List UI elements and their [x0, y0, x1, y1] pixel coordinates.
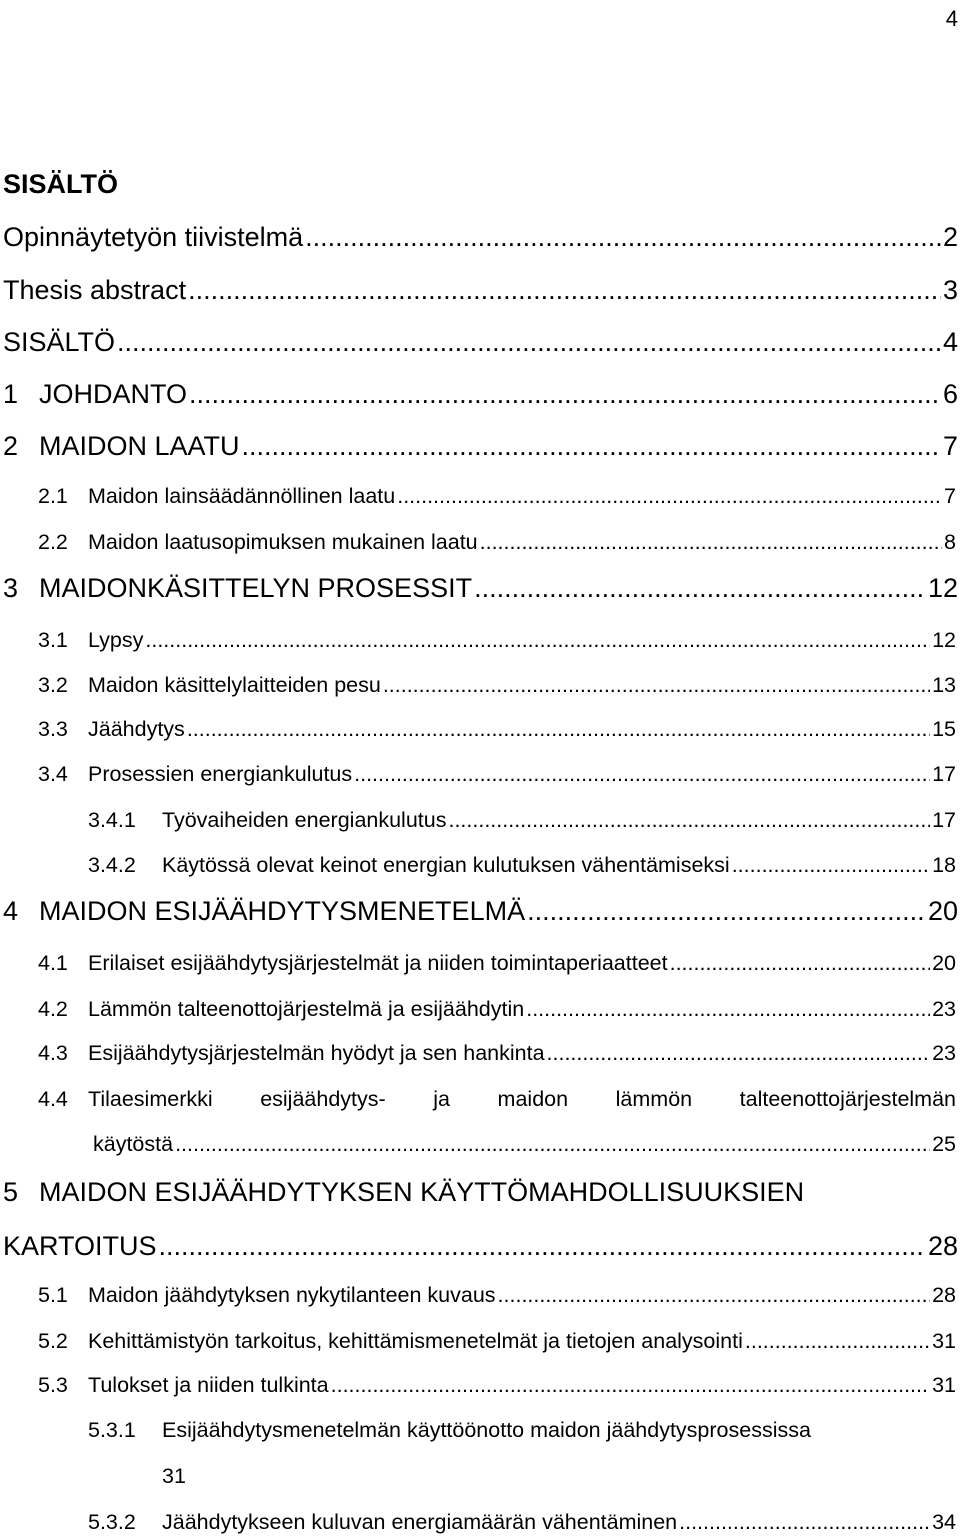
toc-entry-page: 7 [944, 484, 956, 508]
toc-entry-number: 5.3.1 [88, 1418, 136, 1442]
toc-entry-title: Opinnäytetyön tiivistelmä [3, 222, 304, 252]
toc-heading: SISÄLTÖ [3, 169, 119, 199]
toc-entry[interactable] [38, 628, 956, 653]
toc-entry-number: 2.1 [38, 484, 68, 508]
toc-entry-page: 12 [932, 628, 956, 652]
leader-dots [383, 673, 930, 698]
toc-entry-title: MAIDON ESIJÄÄHDYTYKSEN KÄYTTÖMAHDOLLISUUKSIEN [39, 1177, 805, 1207]
toc-entry[interactable] [38, 762, 956, 787]
toc-entry[interactable] [88, 808, 956, 833]
toc-entry-page: 6 [942, 379, 958, 409]
toc-entry[interactable] [38, 530, 956, 555]
toc-entry-number: 2.2 [38, 530, 68, 554]
toc-entry-title: Esijäähdytysjärjestelmän hyödyt ja sen hankinta [88, 1041, 545, 1065]
toc-entry[interactable] [3, 431, 958, 462]
toc-entry[interactable] [38, 1087, 956, 1112]
toc-entry-title-cont: KARTOITUS [3, 1231, 157, 1261]
toc-entry-page: 7 [942, 431, 958, 461]
leader-dots [670, 951, 930, 976]
toc-entry-title: Maidon lainsäädännöllinen laatu [88, 484, 396, 508]
toc-entry[interactable] [3, 573, 958, 604]
toc-entry[interactable] [38, 673, 956, 698]
toc-entry-page: 31 [932, 1373, 956, 1397]
toc-entry-number: 3.3 [38, 717, 68, 741]
toc-entry-number: 4.2 [38, 997, 68, 1021]
toc-entry-page: 23 [932, 1041, 956, 1065]
toc-entry-page: 13 [932, 673, 956, 697]
toc-entry-number: 3.1 [38, 628, 68, 652]
toc-entry-number: 4.4 [38, 1087, 68, 1111]
toc-entry-title: Maidon laatusopimuksen mukainen laatu [88, 530, 478, 554]
leader-dots [448, 808, 930, 833]
leader-dots [145, 628, 930, 653]
toc-entry[interactable] [3, 379, 958, 410]
leader-dots [526, 997, 930, 1022]
toc-entry-number: 4 [3, 896, 19, 926]
toc-entry-title: Työvaiheiden energiankulutus [162, 808, 447, 832]
toc-entry-title: SISÄLTÖ [3, 327, 116, 357]
leader-dots [679, 1510, 930, 1535]
toc-entry-number: 3 [3, 573, 19, 603]
toc-entry-number: 5.3 [38, 1373, 68, 1397]
toc-entry[interactable] [38, 484, 956, 509]
toc-entry[interactable] [38, 1283, 956, 1308]
toc-entry-page: 23 [932, 997, 956, 1021]
toc-entry-title-cont: käytöstä [93, 1132, 174, 1156]
toc-entry-title: Thesis abstract [3, 275, 187, 305]
leader-dots [305, 222, 941, 253]
leader-dots [527, 896, 926, 927]
toc-entry-page: 18 [932, 853, 956, 877]
toc-entry-number: 3.4.1 [88, 808, 136, 832]
toc-entry[interactable] [3, 327, 958, 358]
leader-dots [745, 1329, 930, 1354]
toc-entry-number: 3.2 [38, 673, 68, 697]
toc-entry-page: 17 [932, 808, 956, 832]
toc-entry-number: 4.3 [38, 1041, 68, 1065]
toc-entry-page: 15 [932, 717, 956, 741]
toc-entry-number: 5.2 [38, 1329, 68, 1353]
page-number: 4 [945, 6, 958, 31]
leader-dots [175, 1132, 930, 1157]
toc-entry-page: 34 [932, 1510, 956, 1534]
toc-entry[interactable] [38, 1329, 956, 1354]
toc-entry[interactable] [38, 1373, 956, 1398]
toc-entry-title: Prosessien energiankulutus [88, 762, 353, 786]
toc-entry-page: 20 [927, 896, 958, 926]
toc-entry-continuation[interactable] [3, 1231, 958, 1262]
toc-entry-continuation[interactable] [93, 1132, 956, 1157]
toc-entry[interactable] [88, 1418, 956, 1443]
toc-entry[interactable] [88, 853, 956, 878]
toc-entry[interactable] [38, 717, 956, 742]
leader-dots [159, 1231, 926, 1262]
toc-entry-title: Maidon jäähdytyksen nykytilanteen kuvaus [88, 1283, 496, 1307]
toc-entry-page: 12 [927, 573, 958, 603]
leader-dots [498, 1283, 931, 1308]
toc-entry-number: 5.3.2 [88, 1510, 136, 1534]
toc-entry[interactable] [3, 896, 958, 927]
toc-entry-title: MAIDON LAATU [39, 431, 240, 461]
toc-entry-title: Käytössä olevat keinot energian kulutuksen vähentämiseksi [162, 853, 730, 877]
toc-entry-page: 4 [942, 327, 958, 357]
toc-entry-number: 4.1 [38, 951, 68, 975]
leader-dots [354, 762, 930, 787]
leader-dots [242, 431, 941, 462]
leader-dots [189, 379, 941, 410]
toc-entry[interactable] [38, 951, 956, 976]
leader-dots [117, 327, 941, 358]
toc-entry-title-cont: 31 [162, 1464, 186, 1488]
toc-entry-page: 31 [932, 1329, 956, 1353]
leader-dots [397, 484, 942, 509]
toc-entry-number: 5 [3, 1177, 19, 1207]
toc-entry[interactable] [3, 1177, 958, 1208]
leader-dots [188, 275, 941, 306]
toc-entry[interactable] [88, 1510, 956, 1535]
toc-entry-page: 2 [942, 222, 958, 252]
toc-entry-page: 25 [932, 1132, 956, 1156]
leader-dots [331, 1373, 930, 1398]
toc-entry-title: Kehittämistyön tarkoitus, kehittämismenetelmät ja tietojen analysointi [88, 1329, 743, 1353]
toc-entry-page: 8 [944, 530, 956, 554]
toc-entry-title: Lypsy [88, 628, 144, 652]
toc-entry-page: 20 [932, 951, 956, 975]
toc-entry-title: Esijäähdytysmenetelmän käyttöönotto maidon jäähdytysprosessissa [162, 1418, 811, 1442]
leader-dots [547, 1041, 931, 1066]
toc-entry-title: Jäähdytykseen kuluvan energiamäärän vähentäminen [162, 1510, 678, 1534]
toc-entry-page: 28 [932, 1283, 956, 1307]
toc-entry[interactable] [38, 1041, 956, 1066]
toc-entry-page: 28 [927, 1231, 958, 1261]
toc-entry-title: Tilaesimerkki esijäähdytys- ja maidon lämmön talteenottojärjestelmän [88, 1087, 956, 1111]
toc-entry-number: 5.1 [38, 1283, 68, 1307]
toc-entry-page: 3 [942, 275, 958, 305]
toc-entry[interactable] [3, 222, 958, 253]
toc-entry-title: JOHDANTO [39, 379, 188, 409]
toc-entry-number: 3.4.2 [88, 853, 136, 877]
leader-dots [480, 530, 942, 555]
toc-entry[interactable] [3, 275, 958, 306]
leader-dots [187, 717, 930, 742]
toc-entry-title: Erilaiset esijäähdytysjärjestelmät ja niiden toimintaperiaatteet [88, 951, 668, 975]
toc-entry-title: Jäähdytys [88, 717, 185, 741]
leader-dots [732, 853, 930, 878]
toc-entry-number: 2 [3, 431, 19, 461]
toc-entry-title: MAIDONKÄSITTELYN PROSESSIT [39, 573, 473, 603]
toc-entry[interactable] [38, 997, 956, 1022]
toc-entry-title: Maidon käsittelylaitteiden pesu [88, 673, 381, 697]
toc-entry-number: 1 [3, 379, 19, 409]
toc-entry-title: Tulokset ja niiden tulkinta [88, 1373, 329, 1397]
toc-entry-continuation[interactable] [162, 1464, 186, 1489]
toc-entry-page: 17 [932, 762, 956, 786]
toc-entry-number: 3.4 [38, 762, 68, 786]
leader-dots [474, 573, 926, 604]
toc-entry-title: Lämmön talteenottojärjestelmä ja esijäähdytin [88, 997, 525, 1021]
toc-entry-title: MAIDON ESIJÄÄHDYTYSMENETELMÄ [39, 896, 526, 926]
